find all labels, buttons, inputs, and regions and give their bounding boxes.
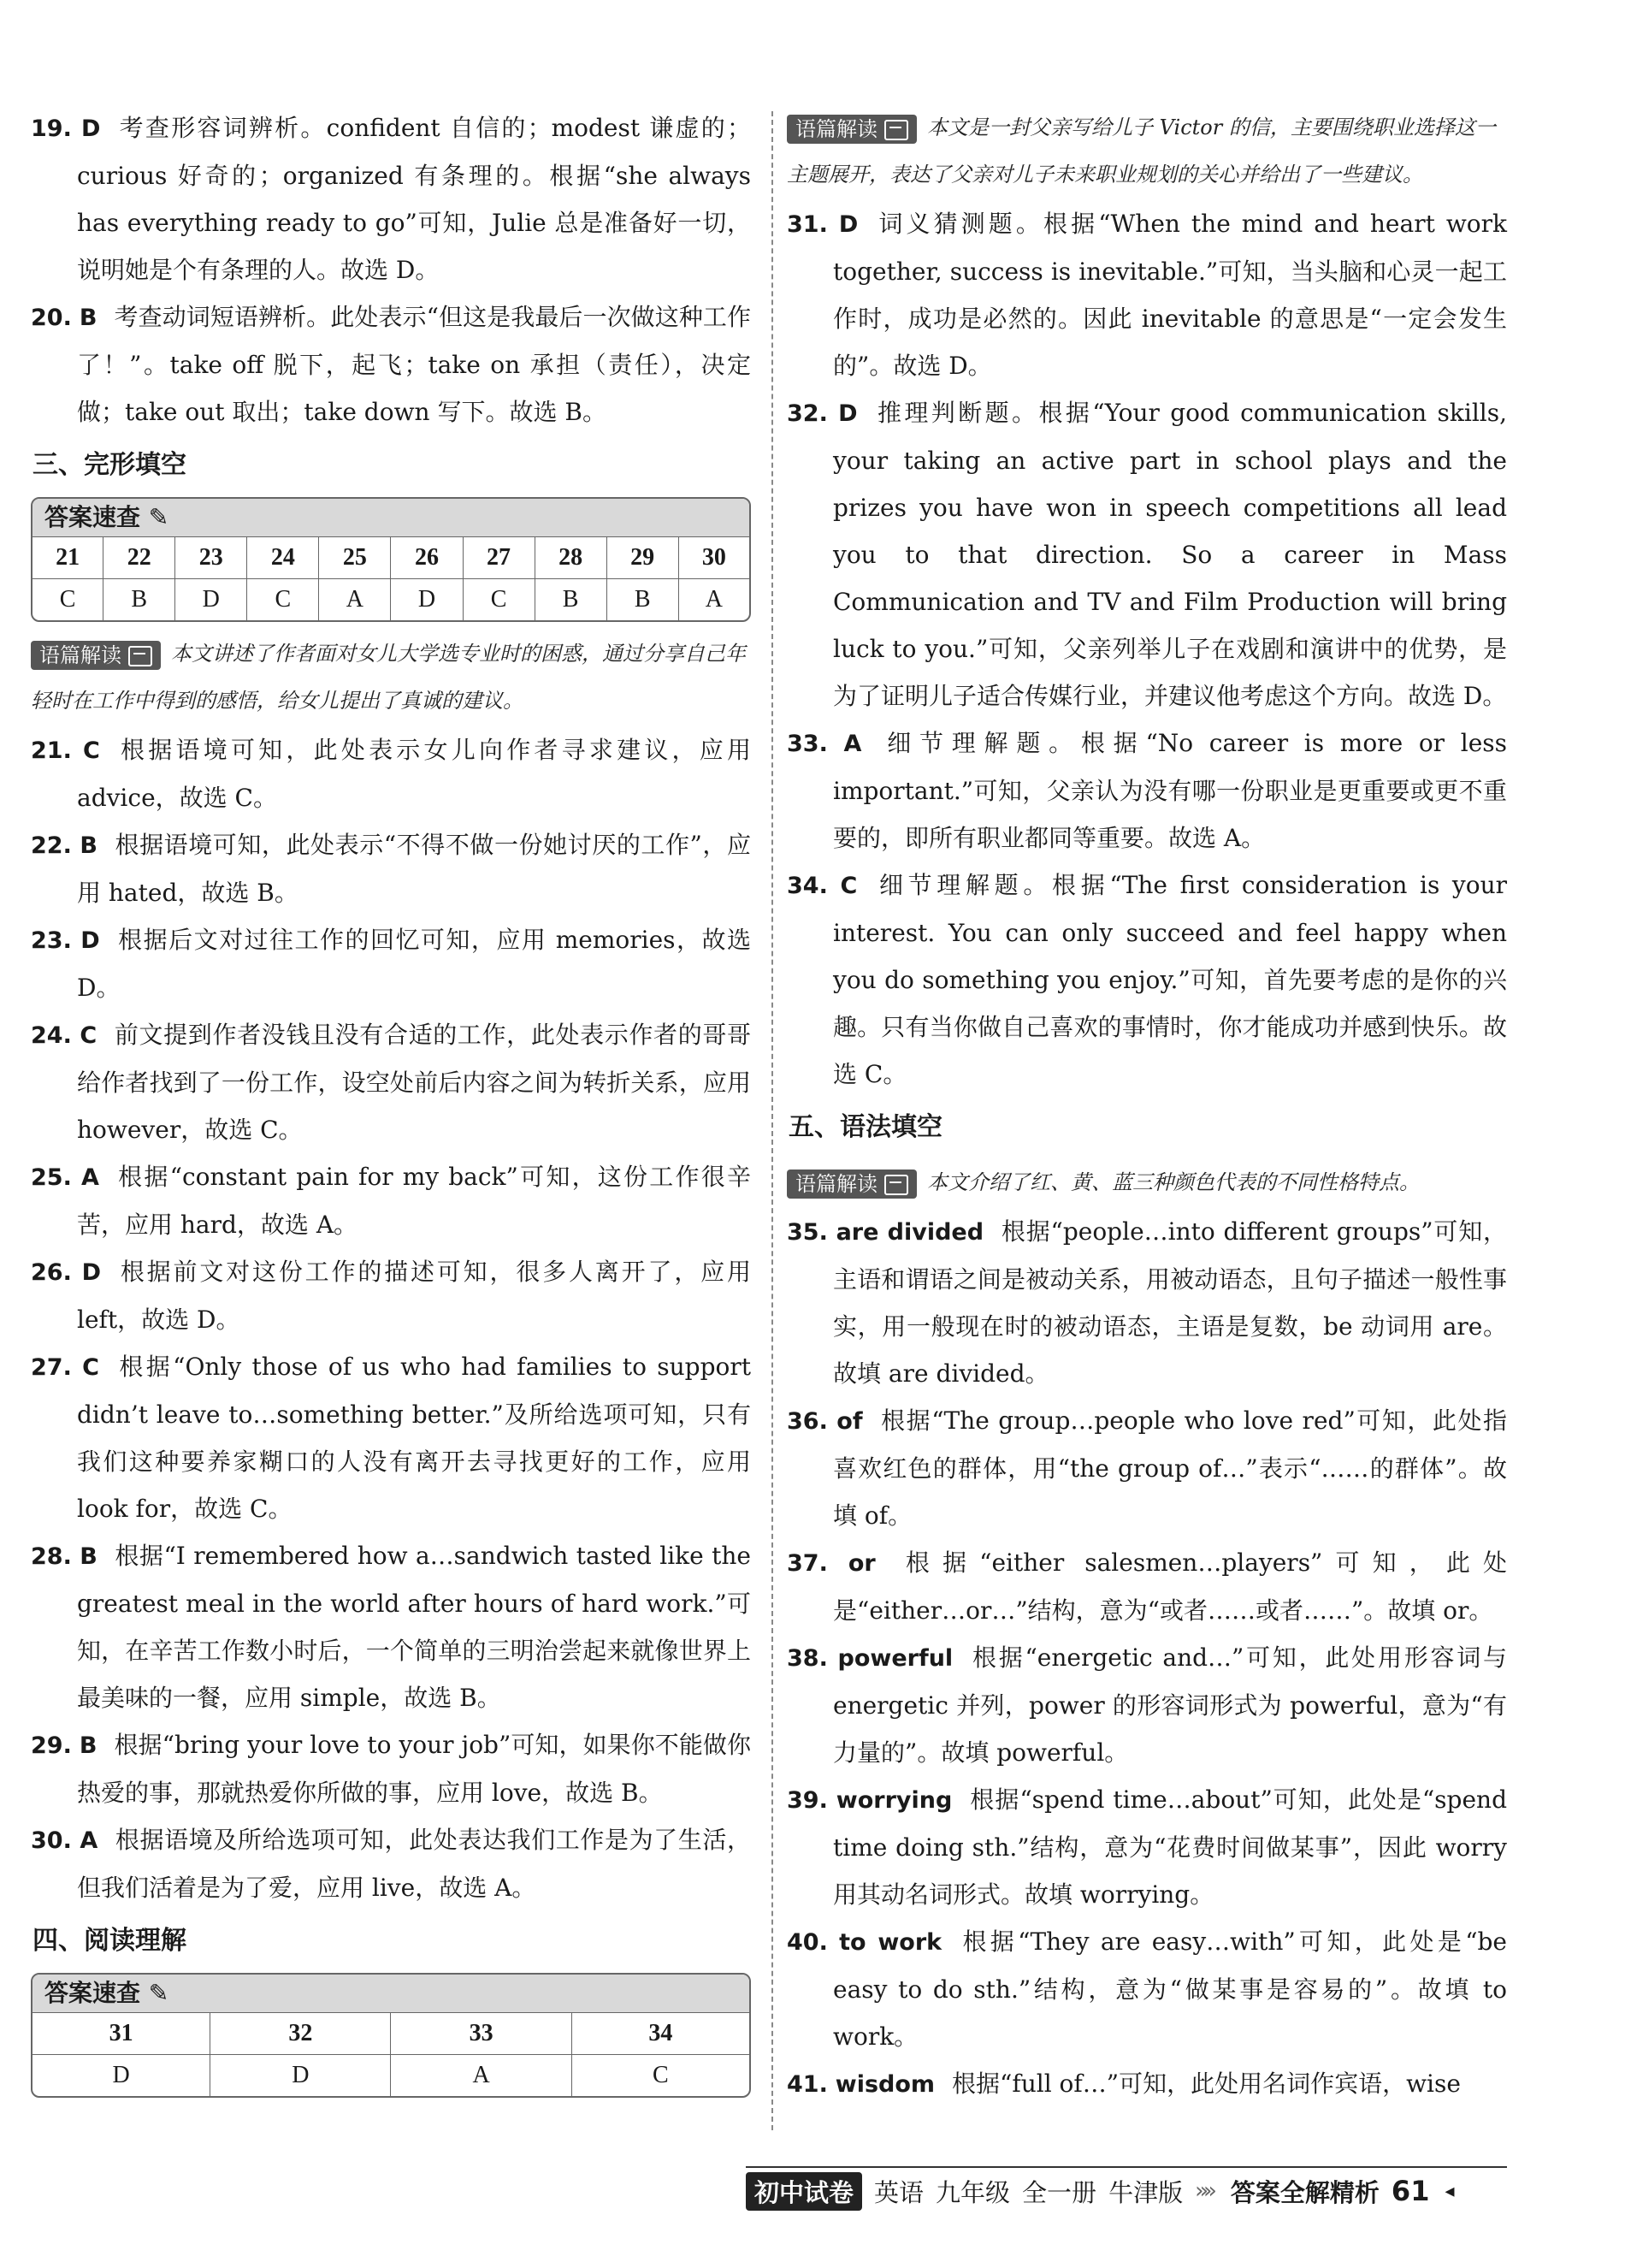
key-number: 22	[103, 537, 175, 579]
footer-volume: 全一册	[1022, 2177, 1097, 2207]
question-36	[787, 1397, 1507, 1539]
passage-summary-tag	[787, 1170, 917, 1199]
question-answer: D	[81, 1259, 101, 1286]
footer-rule	[746, 2166, 1507, 2168]
question-22	[31, 821, 751, 916]
key-answer: D	[391, 579, 463, 621]
question-explanation: 根据“constant pain for my back”可知，这份工作很辛苦，应用 hard，故选 A。	[77, 1163, 752, 1239]
passage-summary-text: 本文讲述了作者面对女儿大学选专业时的困惑，通过分享自己年轻时在工作中得到的感悟，给女儿提出了真诚的建议。	[31, 642, 746, 713]
question-answer: or	[848, 1550, 876, 1577]
answer-key-title: 答案速查	[44, 503, 141, 531]
question-number: 20.	[31, 305, 72, 331]
question-number: 30.	[31, 1827, 72, 1854]
key-answer: C	[571, 2055, 749, 2097]
column-divider	[771, 111, 773, 2130]
question-number: 25.	[31, 1164, 72, 1191]
question-answer: of	[836, 1408, 863, 1435]
passage-summary-tag-label: 语篇解读	[795, 116, 878, 141]
question-37	[787, 1539, 1507, 1634]
question-answer: A	[80, 1827, 98, 1854]
question-number: 40.	[787, 1929, 828, 1956]
question-number: 36.	[787, 1408, 828, 1435]
triangle-marker-icon: ◂	[1445, 2180, 1455, 2202]
key-answer: A	[319, 579, 391, 621]
question-32	[787, 389, 1507, 719]
book-icon	[884, 1175, 908, 1195]
question-number: 22.	[31, 832, 72, 859]
question-34	[787, 862, 1507, 1098]
question-explanation: 根据“The group…people who love red”可知，此处指喜欢红色的群体，用“the group of…”表示“……的群体”。故填 of。	[833, 1406, 1508, 1530]
right-column	[787, 104, 1507, 2108]
question-39	[787, 1776, 1507, 1918]
question-explanation: 根据“spend time…about”可知，此处是“spend time doing sth.”结构，意为“花费时间做某事”，因此 worry 用其动名词形式。故填 worrying。	[833, 1785, 1507, 1909]
question-number: 38.	[787, 1645, 828, 1672]
question-number: 21.	[31, 737, 72, 764]
question-33	[787, 719, 1507, 862]
key-answer: D	[210, 2055, 391, 2097]
answer-key-table	[31, 497, 751, 622]
passage-summary-text: 本文介绍了红、黄、蓝三种颜色代表的不同性格特点。	[927, 1170, 1420, 1194]
question-number: 31.	[787, 211, 828, 238]
question-explanation: 前文提到作者没钱且没有合适的工作，此处表示作者的哥哥给作者找到了一份工作，设空处前后内容之间为转折关系，应用 however，故选 C。	[77, 1021, 751, 1144]
question-number: 27.	[31, 1354, 72, 1381]
passage-summary-tag	[31, 641, 161, 670]
key-number: 24	[247, 537, 319, 579]
page-number: 61	[1391, 2175, 1430, 2207]
question-answer: are divided	[836, 1219, 984, 1246]
key-answer: D	[175, 579, 247, 621]
question-number: 23.	[31, 927, 72, 954]
answer-key-table	[31, 1973, 751, 2098]
key-answer: B	[103, 579, 175, 621]
question-answer: D	[80, 927, 100, 954]
question-number: 37.	[787, 1550, 828, 1577]
key-answer: B	[606, 579, 678, 621]
passage-summary	[787, 104, 1507, 198]
key-answer: A	[391, 2055, 571, 2097]
question-number: 28.	[31, 1543, 72, 1570]
question-explanation: 根据语境及所给选项可知，此处表达我们工作是为了生活，但我们活着是为了爱，应用 live，故选 A。	[77, 1826, 751, 1902]
question-31	[787, 200, 1507, 389]
question-answer: A	[81, 1164, 99, 1191]
question-number: 41.	[787, 2071, 828, 2098]
question-explanation: 细节理解题。根据“The first consideration is your interest. You can only succeed and feel happy when you do something you enjoy.”可知，首先要考虑的是你的兴趣。只有当你做自己喜欢的事情时，你才能成功并感到快乐。故选 C。	[833, 871, 1507, 1088]
key-answer: D	[32, 2055, 210, 2097]
passage-summary	[31, 631, 751, 725]
key-number: 28	[535, 537, 606, 579]
question-explanation: 根据前文对这份工作的描述可知，很多人离开了，应用 left，故选 D。	[77, 1258, 751, 1334]
question-30	[31, 1816, 751, 1911]
answer-key-header	[32, 1975, 749, 2012]
page-footer	[746, 2169, 1467, 2213]
double-chevron-icon: »»	[1195, 2178, 1212, 2204]
key-number: 33	[391, 2013, 571, 2055]
footer-edition: 牛津版	[1108, 2177, 1184, 2207]
passage-summary-tag-label: 语篇解读	[795, 1171, 878, 1196]
question-answer: C	[80, 1022, 98, 1049]
section-title-grammar: 五、语法填空	[789, 1112, 942, 1142]
question-answer: to work	[839, 1929, 942, 1956]
pencil-icon: ✎	[148, 503, 169, 531]
footer-label: 答案全解精析	[1230, 2177, 1380, 2207]
question-26	[31, 1248, 751, 1343]
question-answer: D	[838, 211, 859, 238]
question-answer: B	[79, 305, 98, 331]
key-number: 30	[678, 537, 749, 579]
answer-key-header	[32, 499, 749, 536]
question-number: 39.	[787, 1787, 828, 1814]
question-41	[787, 2060, 1507, 2108]
key-number: 27	[463, 537, 535, 579]
question-answer: B	[79, 1732, 98, 1759]
question-answer: worrying	[836, 1787, 953, 1814]
question-27	[31, 1343, 751, 1532]
answer-key-title: 答案速查	[44, 1979, 141, 2007]
passage-summary-tag	[787, 115, 917, 144]
question-number: 35.	[787, 1219, 828, 1246]
question-answer: C	[82, 737, 100, 764]
key-number: 34	[571, 2013, 749, 2055]
book-icon	[128, 646, 152, 666]
footer-grade: 九年级	[936, 2177, 1011, 2207]
question-explanation: 推理判断题。根据“Your good communication skills, your taking an active part in school plays and the prizes you have won in speech competitions all lead you to that direction. So a career in Mass Communication and TV and Film Production will bring luck to you.”可知，父亲列举儿子在戏剧和演讲中的优势，是为了证明儿子适合传媒行业，并建议他考虑这个方向。故选 D。	[833, 399, 1507, 710]
question-number: 19.	[31, 115, 72, 142]
question-number: 24.	[31, 1022, 72, 1049]
question-explanation: 根据“They are easy…with”可知，此处是“be easy to do sth.”结构，意为“做某事是容易的”。故填 to work。	[833, 1928, 1507, 2051]
question-explanation: 细节理解题。根据“No career is more or less important.”可知，父亲认为没有哪一份职业是更重要或更不重要的，即所有职业都同等重要。故选 A。	[833, 729, 1507, 852]
pencil-icon: ✎	[148, 1979, 169, 2007]
left-column	[31, 104, 751, 2106]
question-explanation: 根据“I remembered how a…sandwich tasted like the greatest meal in the world after hours of hard work.”可知，在辛苦工作数小时后，一个简单的三明治尝起来就像世界上最美味的一餐，应用 simple，故选 B。	[77, 1542, 751, 1712]
question-29	[31, 1721, 751, 1816]
question-answer: C	[840, 873, 858, 899]
question-explanation: 词义猜测题。根据“When the mind and heart work together, success is inevitable.”可知，当头脑和心灵一起工作时，成功是必然的。因此 inevitable 的意思是“一定会发生的”。故选 D。	[833, 210, 1508, 380]
passage-summary-tag-label: 语篇解读	[39, 643, 121, 667]
key-answer: A	[678, 579, 749, 621]
question-explanation: 根据语境可知，此处表示“不得不做一份她讨厌的工作”，应用 hated，故选 B。	[77, 831, 751, 907]
question-explanation: 根据后文对过往工作的回忆可知，应用 memories，故选 D。	[77, 926, 751, 1002]
question-answer: B	[80, 1543, 98, 1570]
question-explanation: 根据“Only those of us who had families to support didn’t leave to…something better.”及所给选项可知，只有我们这种要养家糊口的人没有离开去寻找更好的工作，应用 look for，故选 C。	[77, 1353, 751, 1523]
question-35	[787, 1208, 1507, 1397]
question-20	[31, 293, 751, 435]
question-explanation: 根据“either salesmen…players”可知，此处是“either…or…”结构，意为“或者……或者……”。故填 or。	[833, 1549, 1507, 1625]
question-explanation: 根据“energetic and…”可知，此处用形容词与 energetic 并列，power 的形容词形式为 powerful，意为“有力量的”。故填 powerful。	[833, 1643, 1507, 1767]
question-answer: D	[838, 400, 858, 427]
question-19	[31, 104, 751, 293]
passage-summary-text: 本文是一封父亲写给儿子 Victor 的信，主要围绕职业选择这一主题展开，表达了父亲对儿子未来职业规划的关心并给出了一些建议。	[787, 115, 1496, 187]
key-number: 31	[32, 2013, 210, 2055]
question-explanation: 根据“bring your love to your job”可知，如果你不能做你热爱的事，那就热爱你所做的事，应用 love，故选 B。	[77, 1731, 751, 1807]
question-38	[787, 1634, 1507, 1776]
question-answer: powerful	[837, 1645, 954, 1672]
question-answer: wisdom	[835, 2071, 936, 2098]
question-number: 34.	[787, 873, 828, 899]
key-number: 32	[210, 2013, 391, 2055]
book-icon	[884, 120, 908, 140]
question-explanation: 考查动词短语辨析。此处表示“但这是我最后一次做这种工作了！”。take off 脱下，起飞；take on 承担（责任），决定做；take out 取出；take down 写下。故选 B。	[77, 303, 751, 426]
question-23	[31, 916, 751, 1011]
question-answer: C	[82, 1354, 99, 1381]
section-title-reading: 四、阅读理解	[32, 1926, 186, 1956]
question-21	[31, 726, 751, 821]
question-number: 32.	[787, 400, 828, 427]
question-answer: A	[843, 731, 862, 757]
question-explanation: 根据语境可知，此处表示女儿向作者寻求建议，应用 advice，故选 C。	[77, 736, 751, 812]
footer-subject: 英语	[874, 2177, 925, 2207]
question-explanation: 根据“full of…”可知，此处用名词作宾语，wise	[952, 2070, 1461, 2098]
question-answer: B	[80, 832, 98, 859]
question-number: 26.	[31, 1259, 72, 1286]
key-number: 26	[391, 537, 463, 579]
key-answer: C	[32, 579, 103, 621]
question-40	[787, 1918, 1507, 2060]
question-explanation: 根据“people…into different groups”可知，主语和谓语之间是被动关系，用被动语态，且句子描述一般性事实，用一般现在时的被动语态，主语是复数，be 动词用 are。故填 are divided。	[833, 1217, 1508, 1388]
question-explanation: 考查形容词辨析。confident 自信的；modest 谦虚的；curious 好奇的；organized 有条理的。根据“she always has everything ready to go”可知，Julie 总是准备好一切，说明她是个有条理的人。故选 D。	[77, 114, 751, 284]
question-answer: D	[81, 115, 101, 142]
key-answer: B	[535, 579, 606, 621]
question-number: 29.	[31, 1732, 72, 1759]
section-title-cloze: 三、完形填空	[32, 450, 186, 480]
key-number: 25	[319, 537, 391, 579]
key-number: 23	[175, 537, 247, 579]
passage-summary	[787, 1159, 1507, 1206]
question-25	[31, 1153, 751, 1248]
question-28	[31, 1532, 751, 1721]
key-number: 21	[32, 537, 103, 579]
key-answer: C	[463, 579, 535, 621]
question-number: 33.	[787, 731, 828, 757]
key-answer: C	[247, 579, 319, 621]
footer-brand: 初中试卷	[746, 2172, 862, 2211]
question-24	[31, 1011, 751, 1153]
key-number: 29	[606, 537, 678, 579]
